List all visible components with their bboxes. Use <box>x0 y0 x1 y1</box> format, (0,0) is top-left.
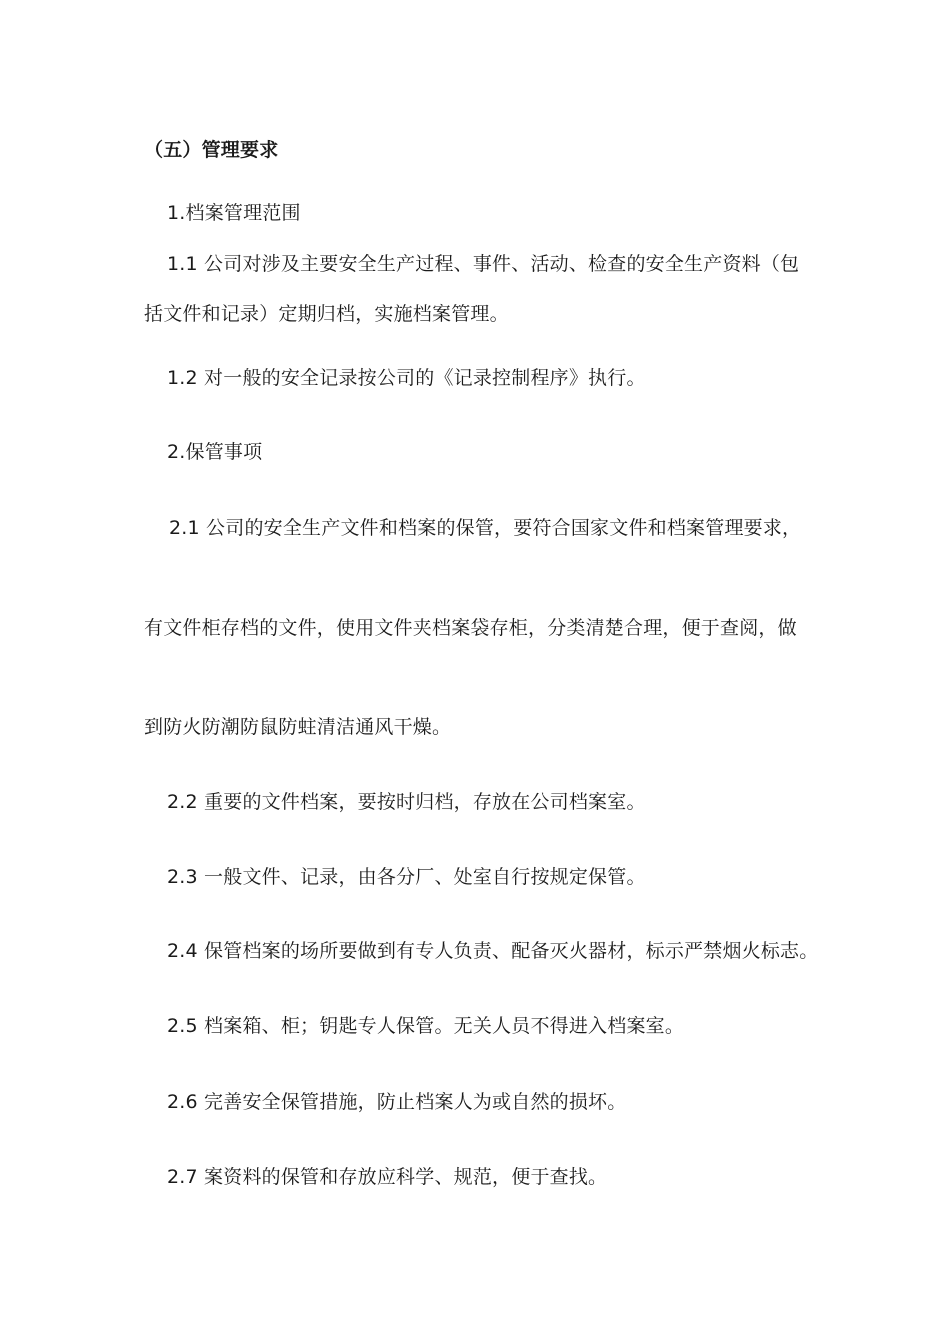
paragraph-line: 2.6 完善安全保管措施，防止档案人为或自然的损坏。 <box>167 1091 627 1113</box>
paragraph-line: 2.1 公司的安全生产文件和档案的保管，要符合国家文件和档案管理要求， <box>169 517 802 539</box>
section-heading: （五）管理要求 <box>144 139 279 161</box>
paragraph-line: 2.2 重要的文件档案，要按时归档，存放在公司档案室。 <box>167 791 646 813</box>
paragraph-line: 2.4 保管档案的场所要做到有专人负责、配备灭火器材，标示严禁烟火标志。 <box>167 940 819 962</box>
paragraph-line: 到防火防潮防鼠防蛀清洁通风干燥。 <box>144 716 452 738</box>
paragraph-line: 2.3 一般文件、记录，由各分厂、处室自行按规定保管。 <box>167 866 646 888</box>
paragraph-line: 2.保管事项 <box>167 441 263 463</box>
paragraph-line: 2.7 案资料的保管和存放应科学、规范，便于查找。 <box>167 1166 608 1188</box>
paragraph-line: 有文件柜存档的文件，使用文件夹档案袋存柜，分类清楚合理，便于查阅，做 <box>144 617 797 639</box>
paragraph-line: 括文件和记录）定期归档，实施档案管理。 <box>144 303 509 325</box>
paragraph-line: 2.5 档案箱、柜；钥匙专人保管。无关人员不得进入档案室。 <box>167 1015 685 1037</box>
paragraph-line: 1.2 对一般的安全记录按公司的《记录控制程序》执行。 <box>167 367 646 389</box>
paragraph-line: 1.1 公司对涉及主要安全生产过程、事件、活动、检查的安全生产资料（包 <box>167 253 800 275</box>
paragraph-line: 1.档案管理范围 <box>167 202 301 224</box>
